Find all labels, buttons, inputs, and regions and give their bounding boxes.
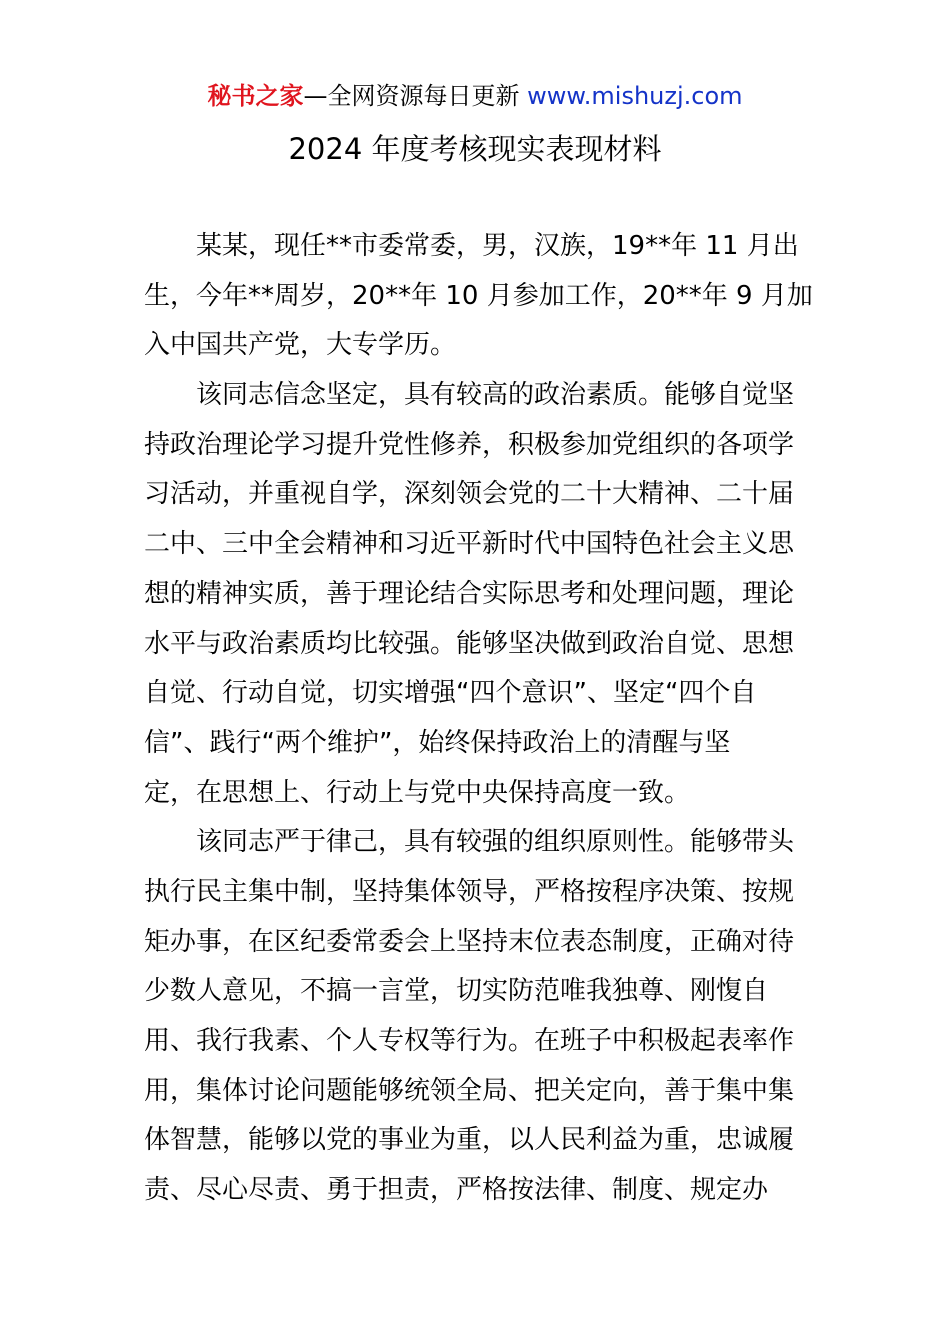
body-text-line: 想的精神实质，善于理论结合实际思考和处理问题，理论 [144,578,795,609]
body-text-line: 责、尽心尽责、勇于担责，严格按法律、制度、规定办 [144,1175,769,1206]
body-text-line: 二中、三中全会精神和习近平新时代中国特色社会主义思 [144,529,795,560]
body-text-line: 用、我行我素、个人专权等行为。在班子中积极起表率作 [144,1026,795,1056]
body-text-line: 执行民主集中制，坚持集体领导，严格按程序决策、按规 [144,876,795,907]
body-text-line: 入中国共产党，大专学历。 [144,330,457,361]
body-text-line: 生，今年**周岁，20**年 10 月参加工作，20**年 9 月加 [144,280,813,311]
body-text-line: 自觉、行动自觉，切实增强“四个意识”、坚定“四个自 [144,678,757,709]
body-text-line: 信”、践行“两个维护”，始终保持政治上的清醒与坚 [144,727,731,758]
body-text-line: 该同志严于律己，具有较强的组织原则性。能够带头 [196,827,795,858]
body-text-line: 持政治理论学习提升党性修养，积极参加党组织的各项学 [144,429,795,460]
body-text-line: 体智慧，能够以党的事业为重，以人民利益为重，忠诚履 [144,1125,795,1156]
body-text-line: 某某，现任**市委常委，男，汉族，19**年 11 月出 [196,231,799,261]
body-text-line: 矩办事，在区纪委常委会上坚持末位表态制度，正确对待 [144,926,795,957]
header-tagline: —全网资源每日更新 [303,82,520,110]
body-text-line: 用，集体讨论问题能够统领全局、把关定向，善于集中集 [144,1075,795,1106]
body-text-line: 少数人意见，不搞一言堂，切实防范唯我独尊、刚愎自 [144,976,769,1007]
body-text-line: 水平与政治素质均比较强。能够坚决做到政治自觉、思想 [144,628,795,659]
body-text-line: 该同志信念坚定，具有较高的政治素质。能够自觉坚 [196,380,795,411]
body-text-line: 习活动，并重视自学，深刻领会党的二十大精神、二十届 [144,479,795,510]
site-header [0,80,950,112]
brand-name: 秘书之家 [207,82,304,110]
document-body [144,222,814,1216]
site-url-link[interactable]: www.mishuzj.com [527,82,743,110]
body-text-line: 定，在思想上、行动上与党中央保持高度一致。 [144,777,691,808]
document-title: 2024 年度考核现实表现材料 [288,132,662,166]
